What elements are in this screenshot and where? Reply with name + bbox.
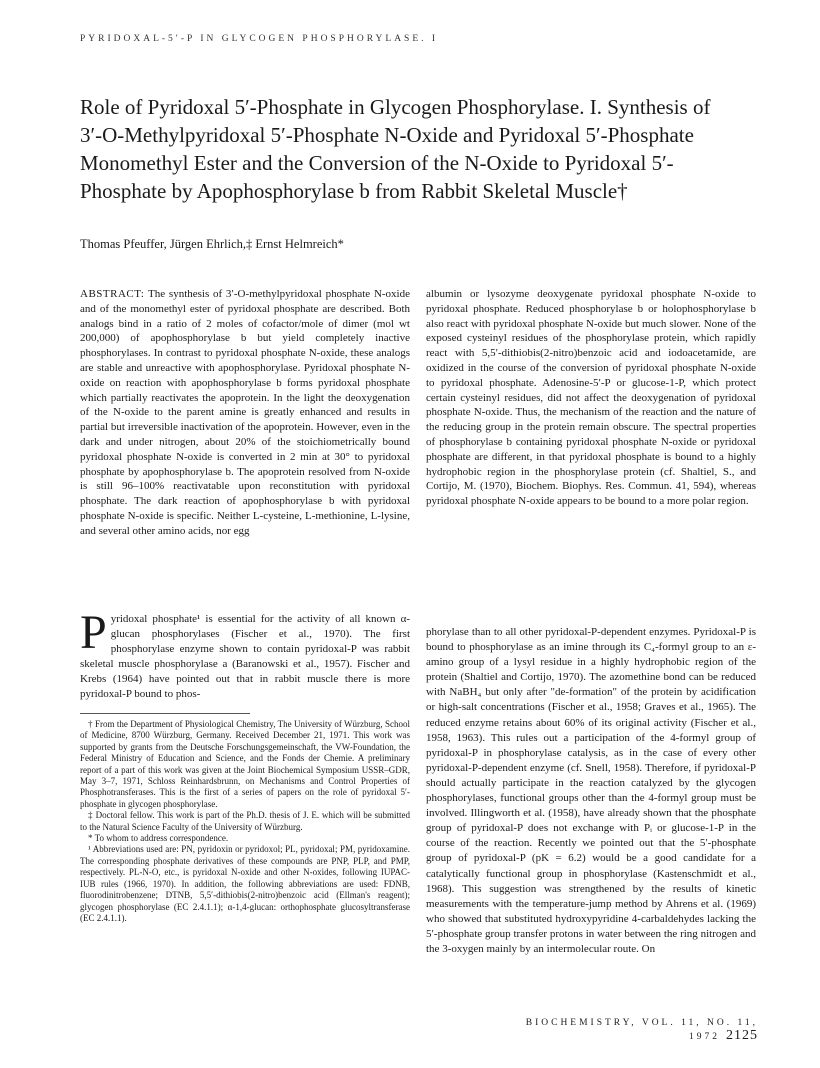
drop-cap: P <box>80 606 107 659</box>
body-right-column <box>426 625 756 957</box>
footnote-correspondence: * To whom to address correspondence. <box>88 833 229 844</box>
body-text-right: phorylase than to all other pyridoxal-P-dependent enzymes. Pyridoxal-P is bound to phosphorylase as an imine through its C₄-formyl group to an ε-amino group of a lysyl residue in a highly hydrophobic region of the protein (Shaltiel and Cortijo, 1970). The azomethine bond can be reduced with NaBH₄ but only after "de-formation" of the protein by acidification or high-salt concentrations (Fischer et al., 1958; Graves et al., 1965). The reduced enzyme retains about 60% of its original activity (Fischer et al., 1958, 1963). This rules out a participation of the 4-formyl group of pyridoxal-P in phosphorylase catalysis, as in the case of every other pyridoxal-P-dependent enzyme (cf. Snell, 1958). Therefore, if pyridoxal-P should actually participate in the reaction catalyzed by the glycogen phosphorylases, functional groups other than the 4-formyl group must be involved. Illingworth et al. (1958), have already shown that the phosphate group of pyridoxal-P does not exchange with Pᵢ or glucose-1-P in the course of the reaction. Recently we pointed out that the 5′-phosphate group of pyridoxal-P (pK = 6.2) would be a good candidate for a catalytically functional group in phosphorylase (Kastenschmidt et al., 1968). This suggestion was strengthened by the results of kinetic measurements with the temperature-jump method by Ahrens et al. (1969) who showed that substituted hydroxypyridine 4-carbaldehydes lacking the 5′-phosphate group transfer protons in water between the ring nitrogen and the 3-oxygen mainly by an intermolecular route. On <box>426 626 756 955</box>
footnotes <box>80 719 410 924</box>
page-number: 2125 <box>726 1028 758 1043</box>
abstract-text-right: albumin or lysozyme deoxygenate pyridoxal phosphate N-oxide to pyridoxal phosphate. Reduced phosphorylase b or holophosphorylase b also react with pyridoxal phosphate N-oxide but much slower. None of the exposed cysteinyl residues of the phosphorylase protein, which rapidly react with 5,5′-dithiobis(2-nitro)benzoic acid and iodoacetamide, are oxidized in the course of the conversion of pyridoxal phosphate N-oxide to pyridoxal phosphate. Adenosine-5′-P or glucose-1-P, which protect certain cysteinyl residues, did not affect the deoxygenation of pyridoxal phosphate N-oxide. Thus, the mechanism of the reaction and the nature of the reducing group in the protein remain obscure. The spectral properties of phosphorylase b containing pyridoxal phosphate N-oxide or pyridoxal phosphate are different, in that pyridoxal phosphate is bound to a highly hydrophobic region in the phosphorylase protein (cf. Shaltiel, S., and Cortijo, M. (1970), Biochem. Biophys. Res. Commun. 41, 594), whereas pyridoxal phosphate N-oxide appears to be bound to a more polar region. <box>426 288 756 508</box>
abstract-text-left: The synthesis of 3′-O-methylpyridoxal phosphate N-oxide and of the monomethyl ester of pyridoxal phosphate are described. Both analogs bind in a ratio of 2 moles of cofactor/mole of dimer (mol wt 200,000) of apophosphorylase b but yield completely inactive phosphorylases. In contrast to pyridoxal phosphate N-oxide, these analogs are stable and unreactive with apophosphorylase. Pyridoxal phosphate N-oxide on reaction with apophosphorylase b forms pyridoxal phosphate which partially reactivates the apoprotein. In the light the deoxygenation of the N-oxide to the parent amine is greatly enhanced and results in partial but irreversible inactivation of the apoprotein. However, even in the dark and under nitrogen, about 20% of the stoichiometrically bound pyridoxal phosphate N-oxide is converted in 2 min at 30° to pyridoxal phosphate by apophosphorylase b. The apoprotein resolved from N-oxide is still 96–100% reactivatable upon reconstitution with pyridoxal phosphate. The dark reaction of apophosphorylase b with pyridoxal phosphate N-oxide is specific. Neither L-cysteine, L-methionine, L-lysine, and several other amino acids, nor egg <box>80 288 410 537</box>
author-list: Thomas Pfeuffer, Jürgen Ehrlich,‡ Ernst Helmreich* <box>80 237 344 251</box>
abstract-right-column <box>426 287 756 509</box>
footnote-abbreviations: ¹ Abbreviations used are: PN, pyridoxin or pyridoxol; PL, pyridoxal; PM, pyridoxamine. The corresponding phosphate derivatives of these compounds are PNP, PLP, and PMP, respectively. PL-N-O, etc., is pyridoxal N-oxide and other N-oxides, following IUPAC-IUB rules (1966, 1970). In addition, the following abbreviations are used: FDNB, fluorodinitrobenzene; DTNB, 5,5′-dithiobis(2-nitro)benzoic acid (Ellman's reagent); glycogen phosphorylase (EC 2.4.1.1); α-1,4-glucan: orthophosphate glucosyltransferase (EC 2.4.1.1). <box>80 844 410 923</box>
abstract-label: ABSTRACT: <box>80 288 145 300</box>
running-head: PYRIDOXAL-5′-P IN GLYCOGEN PHOSPHORYLASE. I <box>80 34 439 44</box>
journal-citation: BIOCHEMISTRY, VOL. 11, NO. 11, 1972 <box>525 1018 758 1042</box>
body-left-column <box>80 606 410 702</box>
page-footer <box>498 1018 758 1044</box>
abstract-left-column <box>80 287 410 539</box>
article-title: Role of Pyridoxal 5′-Phosphate in Glycogen Phosphorylase. I. Synthesis of 3′-O-Methylpyridoxal 5′-Phosphate N-Oxide and Pyridoxal 5′-Phosphate Monomethyl Ester and the Conversion of the N-Oxide to Pyridoxal 5′-Phosphate by Apophosphorylase b from Rabbit Skeletal Muscle† <box>80 95 711 203</box>
body-text-left: yridoxal phosphate¹ is essential for the activity of all known α-glucan phosphorylases (Fischer et al., 1970). The first phosphorylase enzyme shown to contain pyridoxal-P was rabbit skeletal muscle phosphorylase a (Baranowski et al., 1957). Fischer and Krebs (1964) have pointed out that in rabbit muscle there is more pyridoxal-P bound to phos- <box>80 613 410 700</box>
footnote-divider <box>80 713 250 714</box>
footnote-affiliation: † From the Department of Physiological Chemistry, The University of Würzburg, School of Medicine, 8700 Würzburg, Germany. Received December 21, 1971. This work was supported by grants from the Deutsche Forschungsgemeinschaft, the VW-Foundation, the Federal Ministry of Education and Science, and the Fonds der Chemie. A preliminary report of a part of this work was given at the Joint Biochemical Symposium USSR–GDR, May 3–7, 1971, Schloss Reinhardsbrunn, on Mechanisms and Control Properties of Phosphotransferases. This is the first of a series of papers on the role of pyridoxal 5′-phosphate in glycogen phosphorylase. <box>80 719 410 809</box>
footnote-doctoral: ‡ Doctoral fellow. This work is part of the Ph.D. thesis of J. E. which will be submitted to the Natural Science Faculty of the University of Würzburg. <box>80 810 410 832</box>
